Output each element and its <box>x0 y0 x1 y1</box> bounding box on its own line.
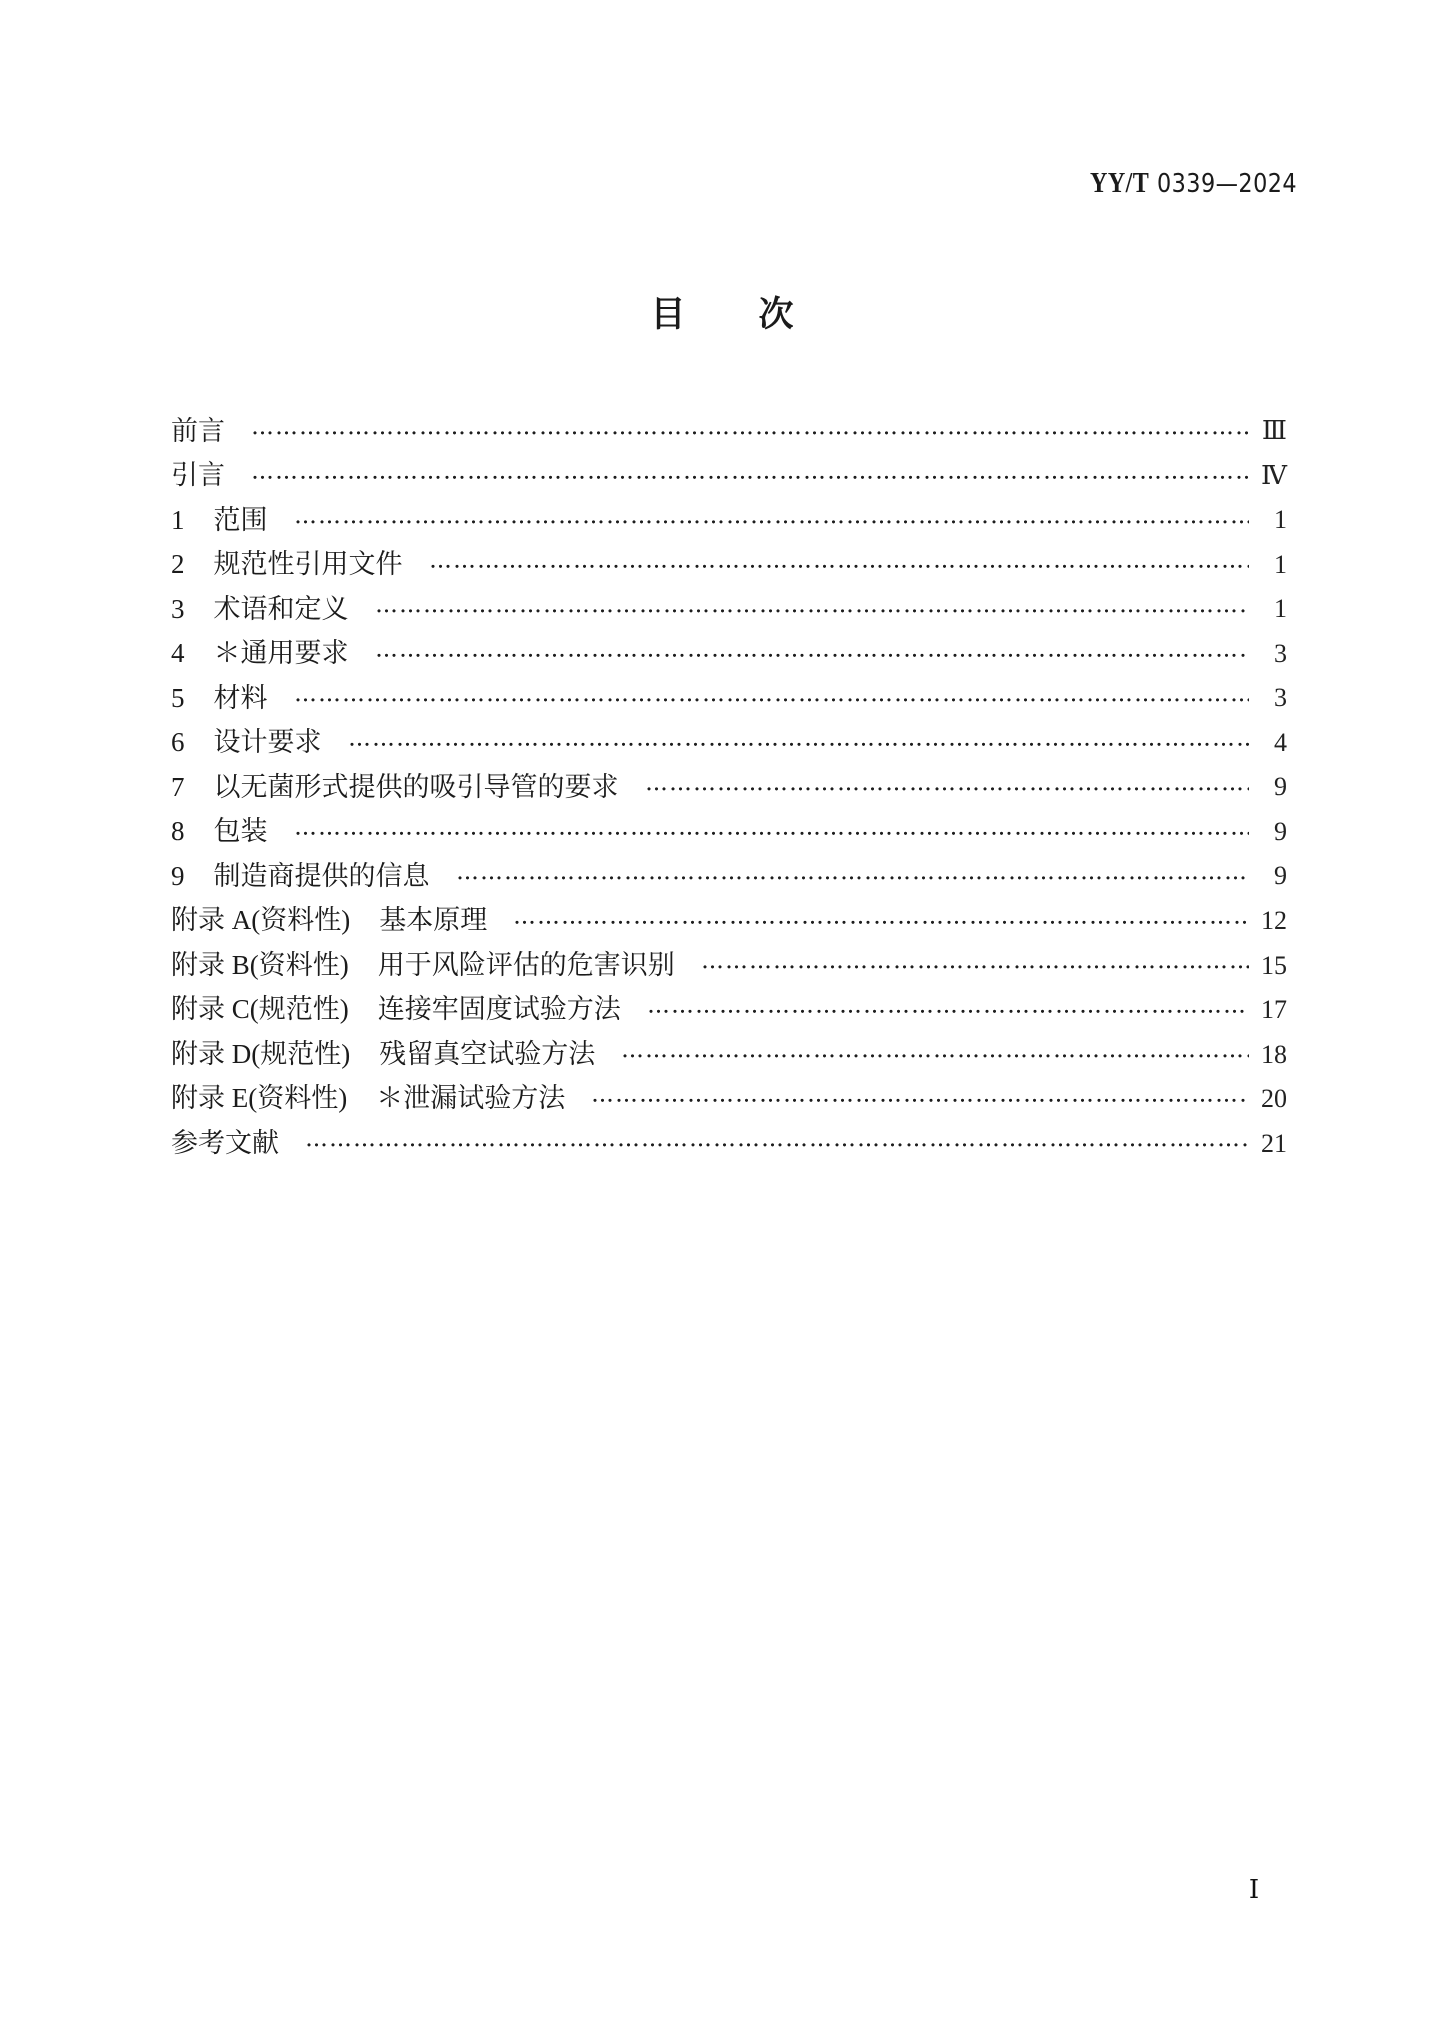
toc-entry-page: 17 <box>1261 995 1287 1025</box>
toc-entry-row <box>171 409 1287 454</box>
toc-entry-row <box>171 632 1287 677</box>
dotted-leader <box>647 988 1249 1033</box>
toc-entry-text: 制造商提供的信息 <box>213 860 430 891</box>
dotted-leader <box>645 765 1250 810</box>
toc-entry-page: 3 <box>1274 683 1287 713</box>
toc-entry-page: 18 <box>1261 1039 1287 1069</box>
toc-entry-page: 1 <box>1274 594 1287 624</box>
toc-entry-text: 附录 D(规范性) <box>171 1038 351 1069</box>
toc-entry-text: ＊泄漏试验方法 <box>376 1083 566 1114</box>
toc-entry-label <box>171 416 225 447</box>
dotted-leader <box>251 454 1249 499</box>
toc-entry-text: 包装 <box>213 816 268 847</box>
toc-entry-page: 21 <box>1261 1128 1287 1158</box>
toc-entry-page: 9 <box>1274 816 1287 846</box>
toc-entry-text: 8 <box>171 816 185 847</box>
dotted-leader <box>305 1121 1249 1166</box>
dotted-leader <box>591 1077 1249 1122</box>
toc-entry-label <box>171 905 487 936</box>
toc-entry-label <box>171 683 268 714</box>
toc-entry-page: 15 <box>1261 950 1287 980</box>
dotted-leader <box>375 632 1250 677</box>
toc-entry-text: 以无菌形式提供的吸引导管的要求 <box>213 771 619 802</box>
dotted-leader <box>621 1032 1249 1077</box>
toc-entry-label <box>171 594 349 625</box>
toc-entry-row <box>171 721 1287 766</box>
toc-entry-page: 3 <box>1274 638 1287 668</box>
toc-entry-page: 9 <box>1274 772 1287 802</box>
toc-entry-label <box>171 638 349 669</box>
standard-code-header <box>1090 170 1297 198</box>
toc-entry-text: 2 <box>171 549 185 580</box>
toc-entry-label <box>171 549 403 580</box>
toc-entry-row <box>171 765 1287 810</box>
toc-entry-text: 基本原理 <box>379 905 488 936</box>
toc-entry-text: ＊通用要求 <box>213 638 349 669</box>
toc-entry-text: 参考文献 <box>171 1127 279 1158</box>
toc-entry-label <box>171 1083 565 1114</box>
toc-entry-text: 1 <box>171 504 185 535</box>
toc-entry-row <box>171 943 1287 988</box>
dotted-leader <box>429 543 1250 588</box>
standard-code-prefix: YY/T <box>1090 168 1150 199</box>
toc-entry-label <box>171 460 225 491</box>
toc-entry-text: 设计要求 <box>213 727 322 758</box>
toc-entry-page: 1 <box>1274 549 1287 579</box>
toc-entry-text: 9 <box>171 860 185 891</box>
toc-entry-text: 材料 <box>213 682 268 713</box>
toc-entry-row <box>171 498 1287 543</box>
toc-entry-text: 范围 <box>213 504 268 535</box>
toc-entry-row <box>171 676 1287 721</box>
toc-entry-label <box>171 505 268 536</box>
toc-entry-label <box>171 994 621 1025</box>
standard-code-number: 0339—2024 <box>1156 169 1298 199</box>
toc-entry-label <box>171 861 430 892</box>
dotted-leader <box>251 409 1249 454</box>
toc-entry-text: 附录 E(资料性) <box>171 1083 348 1114</box>
toc-entry-row <box>171 899 1287 944</box>
page-title: 目 次 <box>650 295 795 334</box>
toc-entry-label <box>171 772 619 803</box>
toc-entry-page: 12 <box>1261 905 1287 935</box>
toc-entry-row <box>171 454 1287 499</box>
toc-entry-page: 9 <box>1274 861 1287 891</box>
toc-entry-row <box>171 1121 1287 1166</box>
toc-entry-row <box>171 1077 1287 1122</box>
toc-entry-text: 规范性引用文件 <box>213 549 403 580</box>
toc-entry-row <box>171 587 1287 632</box>
dotted-leader <box>294 676 1250 721</box>
toc-entry-text: 附录 C(规范性) <box>171 994 349 1025</box>
dotted-leader <box>456 854 1250 899</box>
toc-entry-row <box>171 854 1287 899</box>
table-of-contents <box>171 409 1287 1166</box>
toc-entry-text: 3 <box>171 593 185 624</box>
dotted-leader <box>348 721 1250 766</box>
toc-entry-label <box>171 816 268 847</box>
toc-entry-text: 前言 <box>171 415 225 446</box>
dotted-leader <box>294 810 1250 855</box>
dotted-leader <box>294 498 1250 543</box>
toc-entry-page: 4 <box>1274 727 1287 757</box>
toc-entry-text: 术语和定义 <box>213 593 349 624</box>
toc-entry-text: 6 <box>171 727 185 758</box>
toc-entry-text: 附录 B(资料性) <box>171 949 349 980</box>
dotted-leader <box>375 587 1250 632</box>
dotted-leader <box>513 899 1249 944</box>
toc-entry-page: 1 <box>1274 505 1287 535</box>
toc-entry-label <box>171 1039 595 1070</box>
toc-entry-text: 5 <box>171 682 185 713</box>
toc-entry-row <box>171 810 1287 855</box>
folio-page-number: Ⅰ <box>1248 1875 1260 1904</box>
toc-entry-text: 残留真空试验方法 <box>379 1038 596 1069</box>
toc-entry-text: 引言 <box>171 460 225 491</box>
toc-entry-label <box>171 727 322 758</box>
toc-entry-label <box>171 1128 279 1159</box>
toc-entry-page: Ⅳ <box>1261 460 1287 490</box>
toc-entry-row <box>171 543 1287 588</box>
toc-entry-label <box>171 950 675 981</box>
toc-entry-text: 4 <box>171 638 185 669</box>
toc-entry-page: Ⅲ <box>1261 416 1287 446</box>
toc-entry-row <box>171 988 1287 1033</box>
toc-entry-page: 20 <box>1261 1084 1287 1114</box>
toc-entry-text: 用于风险评估的危害识别 <box>377 949 675 980</box>
toc-entry-row <box>171 1032 1287 1077</box>
toc-entry-text: 7 <box>171 771 185 802</box>
toc-entry-text: 连接牢固度试验方法 <box>377 994 621 1025</box>
dotted-leader <box>701 943 1249 988</box>
toc-entry-text: 附录 A(资料性) <box>171 905 351 936</box>
